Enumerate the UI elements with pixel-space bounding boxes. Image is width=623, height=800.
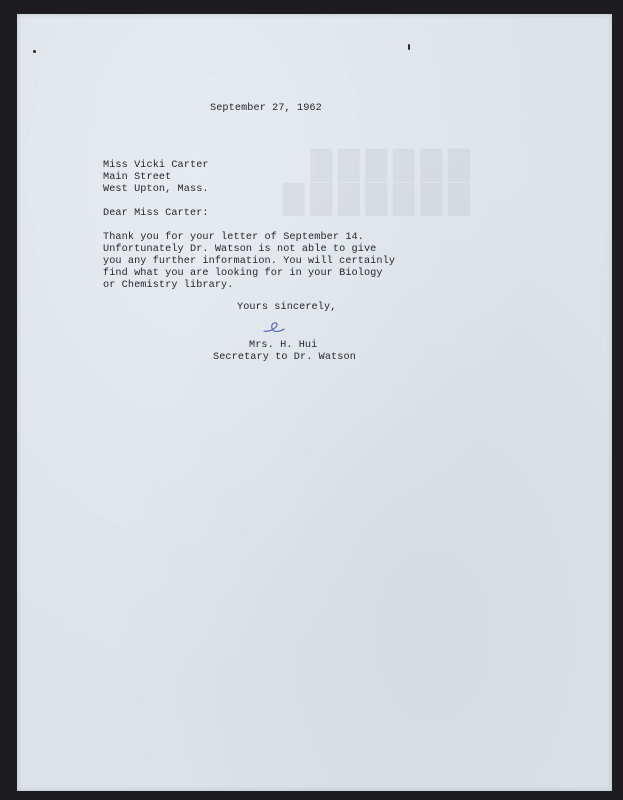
show-through-letterhead: ██████ ███████ <box>277 149 470 216</box>
closing: Yours sincerely, <box>237 302 337 313</box>
signer-title: Secretary to Dr. Watson <box>213 352 356 363</box>
letter-page <box>17 14 612 791</box>
recipient-street: Main Street <box>103 172 172 183</box>
body-line: find what you are looking for in your Biology <box>103 268 383 279</box>
body-line: Thank you for your letter of September 14. <box>103 232 364 243</box>
recipient-name: Miss Vicki Carter <box>103 160 209 171</box>
letter-date: September 27, 1962 <box>210 103 322 114</box>
body-line: or Chemistry library. <box>103 280 234 291</box>
salutation: Dear Miss Carter: <box>103 208 209 219</box>
recipient-city: West Upton, Mass. <box>103 184 209 195</box>
signer-name: Mrs. H. Hui <box>249 340 318 351</box>
body-line: Unfortunately Dr. Watson is not able to give <box>103 244 377 255</box>
handwritten-initial-signature <box>261 320 287 334</box>
body-line: you any further information. You will certainly <box>103 256 396 267</box>
letter-text <box>17 14 612 791</box>
